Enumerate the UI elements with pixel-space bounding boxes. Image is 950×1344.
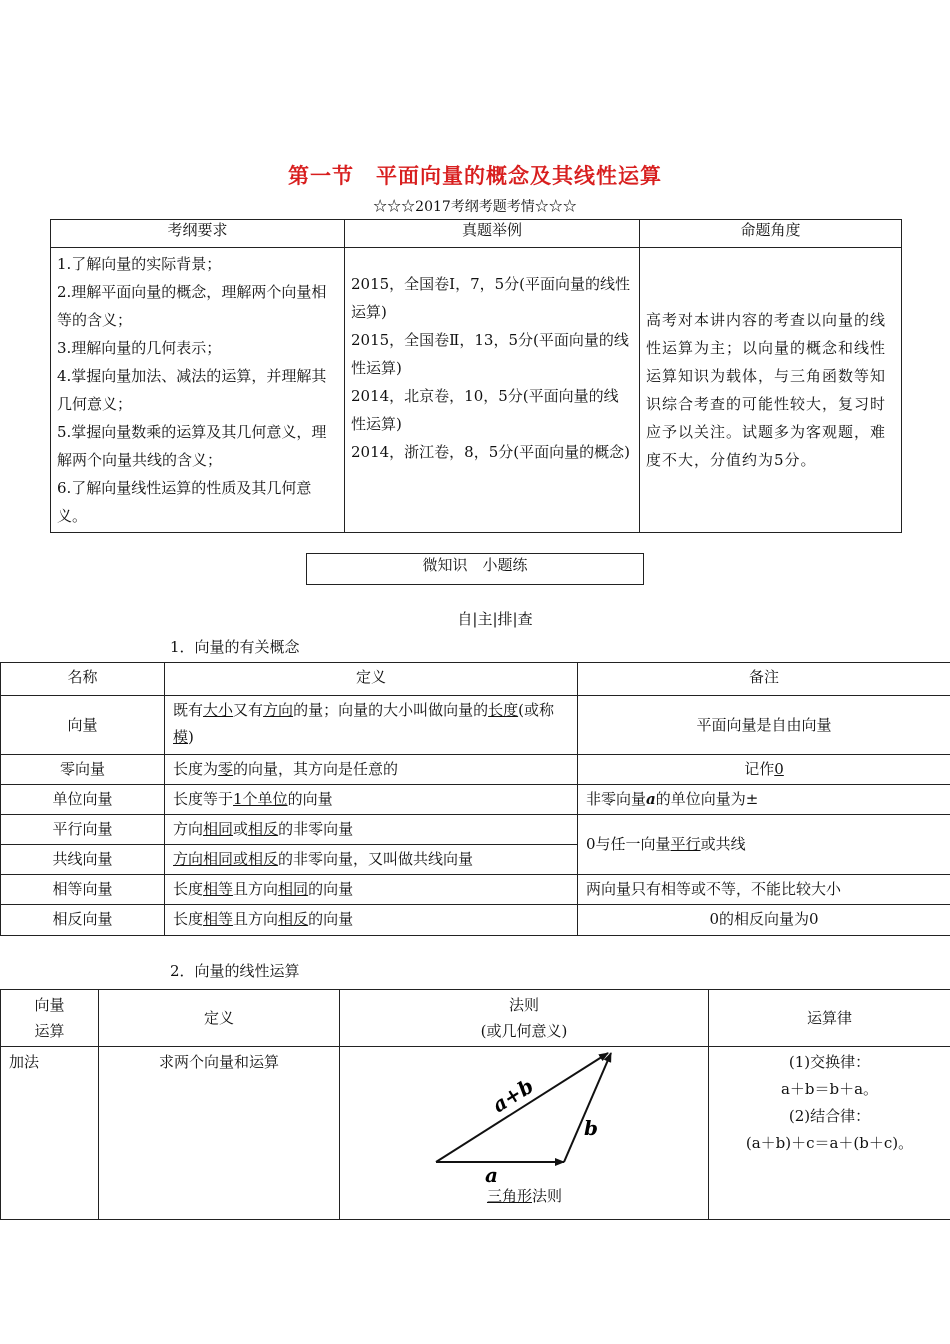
row-name: 平行向量 [1, 815, 165, 845]
law2-formula: (a＋b)＋c＝a＋(b＋c)。 [745, 1134, 914, 1152]
row-name: 零向量 [1, 755, 165, 785]
def-header: 定义 [99, 990, 340, 1047]
row-definition: 长度相等且方向相反的向量 [165, 905, 578, 936]
page-subtitle: ☆☆☆2017考纲考题考情☆☆☆ [373, 199, 577, 215]
exam-header-angle: 命题角度 [640, 220, 902, 248]
requirement-item: 5.掌握向量数乘的运算及其几何意义，理解两个向量共线的含义； [57, 423, 327, 469]
rule-cell [340, 1047, 709, 1220]
operation-table [0, 989, 950, 1220]
rule-caption: 三角形法则 [486, 1187, 563, 1205]
concept-header-note: 备注 [578, 663, 950, 696]
concept-header-definition: 定义 [165, 663, 578, 696]
requirement-item: 1.了解向量的实际背景； [57, 255, 222, 273]
requirement-item: 3.理解向量的几何表示； [57, 339, 222, 357]
row-note: 记作0 [578, 755, 950, 785]
vector-b-arrow [564, 1053, 611, 1162]
table-row [1, 1047, 950, 1220]
row-definition: 方向相同或相反的非零向量 [165, 815, 578, 845]
row-name: 向量 [1, 696, 165, 755]
rule-header: 法则 (或几何意义) [340, 990, 709, 1047]
example-item: 2015，全国卷Ⅰ，7，5分(平面向量的线性运算) [351, 275, 631, 321]
row-note: 0与任一向量平行或共线 [578, 815, 950, 875]
exam-header-examples: 真题举例 [345, 220, 640, 248]
op-definition: 求两个向量和运算 [99, 1047, 340, 1220]
op-name: 加法 [1, 1047, 99, 1220]
row-definition: 既有大小又有方向的量；向量的大小叫做向量的长度(或称模) [165, 696, 578, 755]
row-note: 非零向量a的单位向量为± [578, 785, 950, 815]
label-sum: a+b [487, 1073, 538, 1118]
row-definition: 长度为零的向量，其方向是任意的 [165, 755, 578, 785]
row-definition: 方向相同或相反的非零向量，又叫做共线向量 [165, 845, 578, 875]
example-item: 2014，浙江卷，8，5分(平面向量的概念) [351, 443, 630, 461]
law-cell [709, 1047, 950, 1220]
concept-header-name: 名称 [1, 663, 165, 696]
law1-label: (1)交换律： [788, 1053, 871, 1071]
requirement-item: 6.了解向量线性运算的性质及其几何意义。 [57, 479, 312, 525]
row-name: 单位向量 [1, 785, 165, 815]
table-row [1, 815, 950, 845]
section1-heading: 1．向量的有关概念 [170, 638, 300, 656]
page-title: 第一节 平面向量的概念及其线性运算 [288, 164, 662, 188]
op-header: 向量 运算 [1, 990, 99, 1047]
angle-cell: 高考对本讲内容的考查以向量的线性运算为主；以向量的概念和线性运算知识为载体，与三角函数等知识综合考查的可能性较大，复习时应予以关注。试题多为客观题，难度不大，分值约为5分。 [640, 248, 902, 533]
vector-sum-arrow [436, 1053, 608, 1162]
law-header: 运算律 [709, 990, 950, 1047]
row-note: 两向量只有相等或不等，不能比较大小 [578, 875, 950, 905]
section2-heading: 2．向量的线性运算 [170, 962, 300, 980]
label-a: a [485, 1163, 498, 1187]
exam-table [50, 219, 902, 533]
requirement-item: 4.掌握向量加法、减法的运算，并理解其几何意义； [57, 367, 327, 413]
table-row [1, 696, 950, 755]
row-definition: 长度相等且方向相同的向量 [165, 875, 578, 905]
table-row [1, 785, 950, 815]
table-row [1, 755, 950, 785]
table-row [1, 875, 950, 905]
requirement-item: 2.理解平面向量的概念，理解两个向量相等的含义； [57, 283, 327, 329]
row-definition: 长度等于1个单位的向量 [165, 785, 578, 815]
law1-formula: a＋b＝b＋a。 [780, 1080, 879, 1098]
row-note: 平面向量是自由向量 [578, 696, 950, 755]
example-item: 2014，北京卷，10，5分(平面向量的线性运算) [351, 387, 619, 433]
examples-cell [345, 248, 640, 533]
label-b: b [584, 1116, 598, 1140]
box-heading: 微知识 小题练 [306, 553, 644, 585]
requirements-cell [51, 248, 345, 533]
law2-label: (2)结合律： [788, 1107, 871, 1125]
exam-header-requirements: 考纲要求 [51, 220, 345, 248]
row-name: 相等向量 [1, 875, 165, 905]
table-row [1, 905, 950, 936]
row-note: 0的相反向量为0 [578, 905, 950, 936]
example-item: 2015，全国卷Ⅱ，13，5分(平面向量的线性运算) [351, 331, 629, 377]
row-name: 相反向量 [1, 905, 165, 936]
row-name: 共线向量 [1, 845, 165, 875]
self-check-label: 自|主|排|查 [457, 610, 533, 628]
concept-table [0, 662, 950, 936]
